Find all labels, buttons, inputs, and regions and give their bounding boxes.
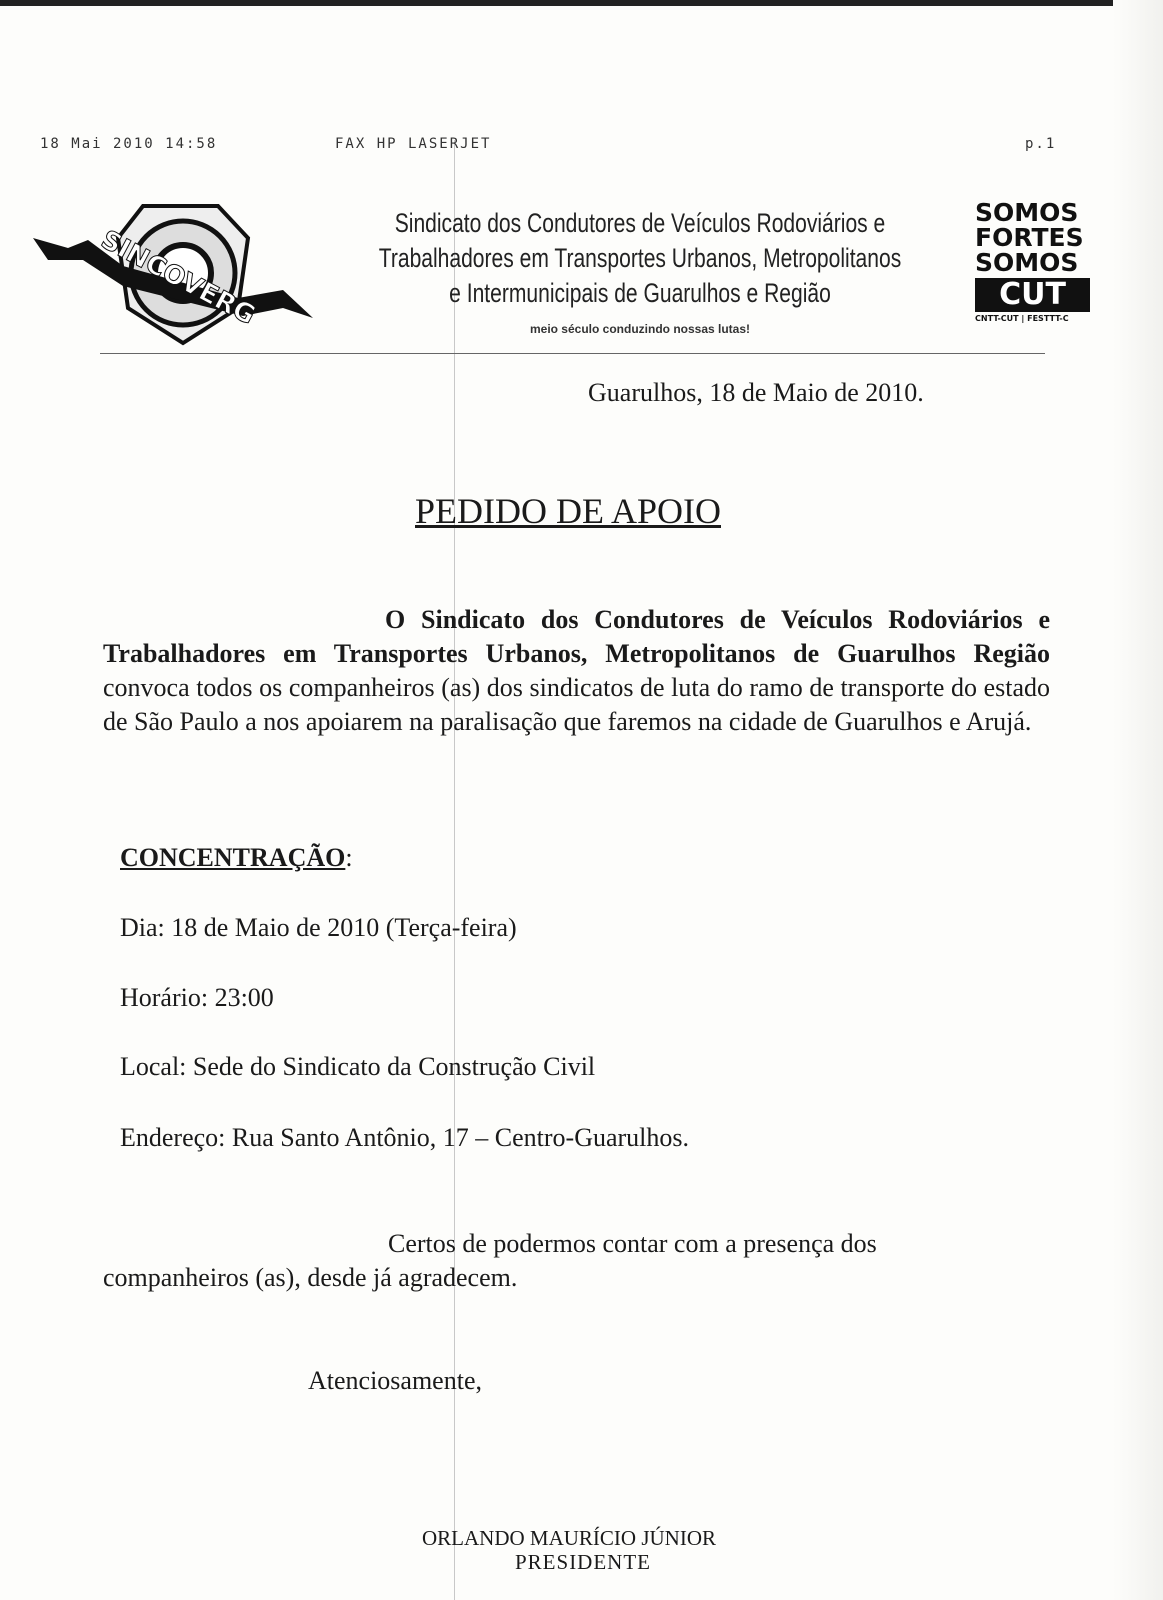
endereco-line: Endereço: Rua Santo Antônio, 17 – Centro-Guarulhos. xyxy=(120,1123,690,1152)
scan-top-border xyxy=(0,0,1163,6)
concentracao-heading xyxy=(120,843,353,873)
cut-logo xyxy=(975,200,1090,326)
cut-line: SOMOS xyxy=(975,248,1079,277)
fax-page: p.1 xyxy=(1025,136,1057,152)
body-bold: O Sindicato dos Condutores de Veículos Rodoviários e Trabalhadores em Transportes Urbanos, Metropolitanos de Guarulhos Região xyxy=(103,605,1050,668)
dia-line: Dia: 18 de Maio de 2010 (Terça-feira) xyxy=(120,913,517,942)
header-divider xyxy=(100,353,1045,354)
fax-datetime: 18 Mai 2010 14:58 xyxy=(40,136,218,152)
letterhead-slogan: meio século conduzindo nossas lutas! xyxy=(529,322,751,336)
cut-box: CUT xyxy=(975,278,1090,312)
cut-line: FORTES xyxy=(975,223,1084,252)
document-title: PEDIDO DE APOIO xyxy=(415,491,721,531)
letterhead-title xyxy=(375,206,905,311)
svg-text:SINCOVERG: SINCOVERG xyxy=(95,224,261,332)
concentracao-label: CONCENTRAÇÃO xyxy=(120,843,346,872)
salutation: Atenciosamente, xyxy=(308,1366,482,1395)
local-line: Local: Sede do Sindicato da Construção Civil xyxy=(120,1052,596,1081)
concentracao-colon: : xyxy=(345,843,353,872)
letterhead-title-line: Trabalhadores em Transportes Urbanos, Metropolitanos xyxy=(378,243,902,273)
letterhead-title-line: Sindicato dos Condutores de Veículos Rodoviários e xyxy=(394,208,886,238)
closing-line-1: Certos de podermos contar com a presença dos xyxy=(388,1229,877,1258)
date-line: Guarulhos, 18 de Maio de 2010. xyxy=(588,378,924,407)
signature-name: ORLANDO MAURÍCIO JÚNIOR xyxy=(422,1526,716,1550)
fax-device: FAX HP LASERJET xyxy=(335,136,492,152)
scan-edge-shadow xyxy=(1113,0,1163,1600)
body-text: convoca todos os companheiros (as) dos sindicatos de luta do ramo de transporte do estado de São Paulo a nos apoiarem na paralisação que faremos na cidade de Guarulhos e Arujá. xyxy=(103,673,1050,736)
cut-subtitle: CNTT-CUT | FESTTT-C xyxy=(975,314,1069,323)
letterhead-title-line: e Intermunicipais de Guarulhos e Região xyxy=(449,278,831,308)
closing-line-2: companheiros (as), desde já agradecem. xyxy=(103,1263,518,1292)
signature-role: PRESIDENTE xyxy=(515,1550,651,1574)
cut-line: SOMOS xyxy=(975,200,1079,227)
body-paragraph xyxy=(103,603,1050,739)
sincoverg-logo xyxy=(28,198,318,348)
horario-line: Horário: 23:00 xyxy=(120,983,274,1012)
